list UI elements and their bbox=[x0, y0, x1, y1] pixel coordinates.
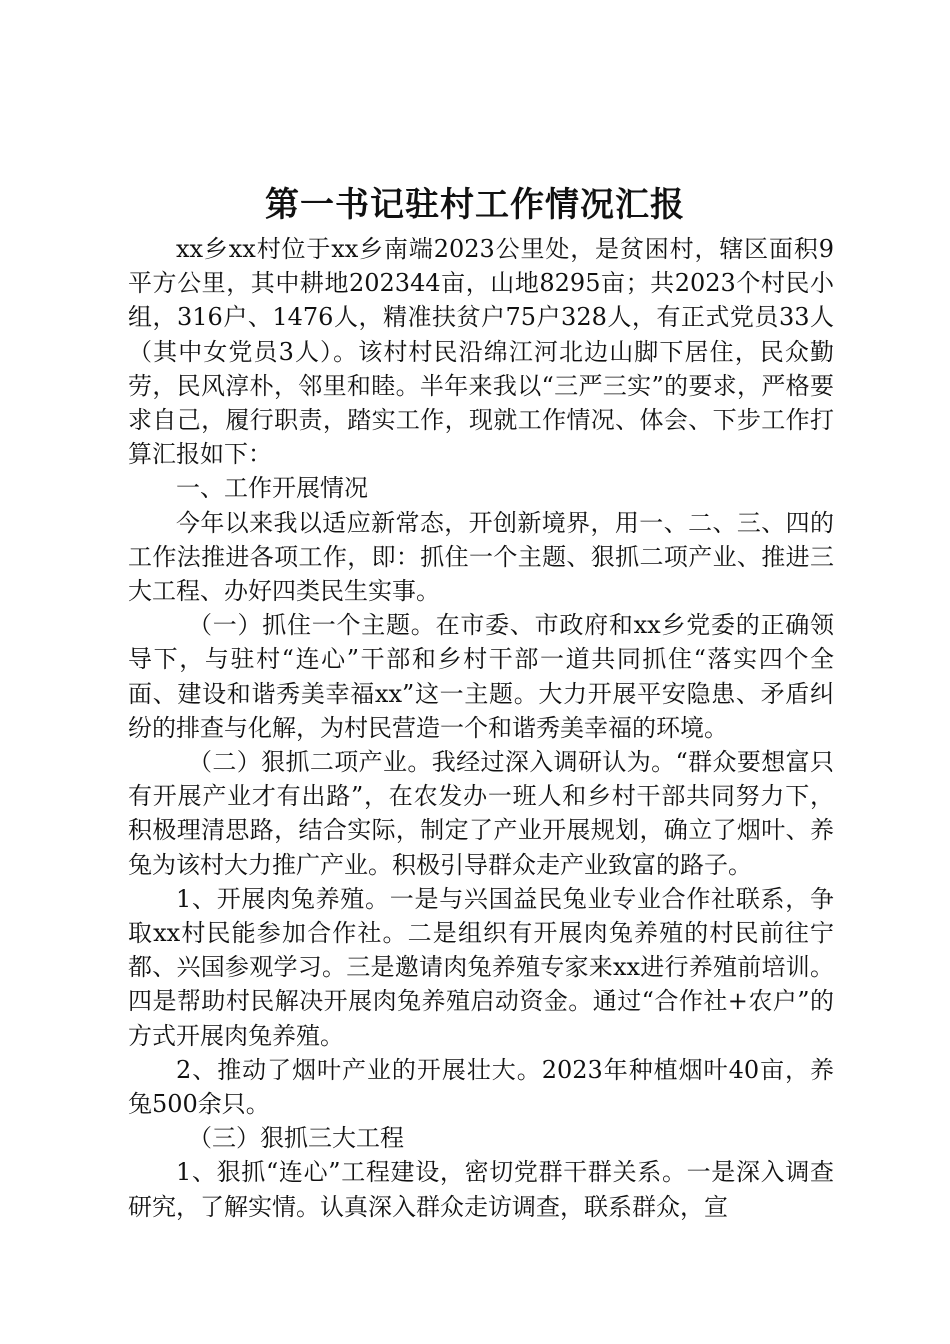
paragraph-work-method: 今年以来我以适应新常态，开创新境界，用一、二、三、四的工作法推进各项工作，即：抓住一个主题、狠抓二项产业、推进三大工程、办好四类民生实事。 bbox=[128, 508, 834, 606]
paragraph-one-theme: （一）抓住一个主题。在市委、市政府和xx乡党委的正确领导下，与驻村“连心”干部和乡村干部一道共同抓住“落实四个全面、建设和谐秀美幸福xx”这一主题。大力开展平安隐患、矛盾纠纷的排查与化解，为村民营造一个和谐秀美幸福的环境。 bbox=[128, 611, 834, 742]
document-title: 第一书记驻村工作情况汇报 bbox=[265, 185, 685, 225]
document-body bbox=[128, 232, 834, 1224]
paragraph-two-industries: （二）狠抓二项产业。我经过深入调研认为。“群众要想富只有开展产业才有出路”，在农发办一班人和乡村干部共同努力下，积极理清思路，结合实际，制定了产业开展规划，确立了烟叶、养兔为该村大力推广产业。积极引导群众走产业致富的路子。 bbox=[128, 748, 834, 879]
paragraph-rabbit-farming: 1、开展肉兔养殖。一是与兴国益民兔业专业合作社联系，争取xx村民能参加合作社。二是组织有开展肉兔养殖的村民前往宁都、兴国参观学习。三是邀请肉兔养殖专家来xx进行养殖前培训。四是帮助村民解决开展肉兔养殖启动资金。通过“合作社+农户”的方式开展肉兔养殖。 bbox=[128, 884, 834, 1050]
subsection-heading-three-projects: （三）狠抓三大工程 bbox=[188, 1124, 404, 1153]
section-heading-work-progress: 一、工作开展情况 bbox=[176, 474, 368, 503]
paragraph-village-overview: xx乡xx村位于xx乡南端2023公里处，是贫困村，辖区面积9平方公里，其中耕地202344亩，山地8295亩；共2023个村民小组，316户、1476人，精准扶贫户75户328人，有正式党员33人（其中女党员3人）。该村村民沿绵江河北边山脚下居住，民众勤劳，民风淳朴，邻里和睦。半年来我以“三严三实”的要求，严格要求自己，履行职责，踏实工作，现就工作情况、体会、下步工作打算汇报如下： bbox=[128, 235, 834, 469]
paragraph-tobacco-industry: 2、推动了烟叶产业的开展壮大。2023年种植烟叶40亩，养兔500余只。 bbox=[128, 1055, 834, 1119]
paragraph-lianxin-project: 1、狠抓“连心”工程建设，密切党群干群关系。一是深入调查研究，了解实情。认真深入群众走访调查，联系群众，宣 bbox=[128, 1158, 834, 1221]
